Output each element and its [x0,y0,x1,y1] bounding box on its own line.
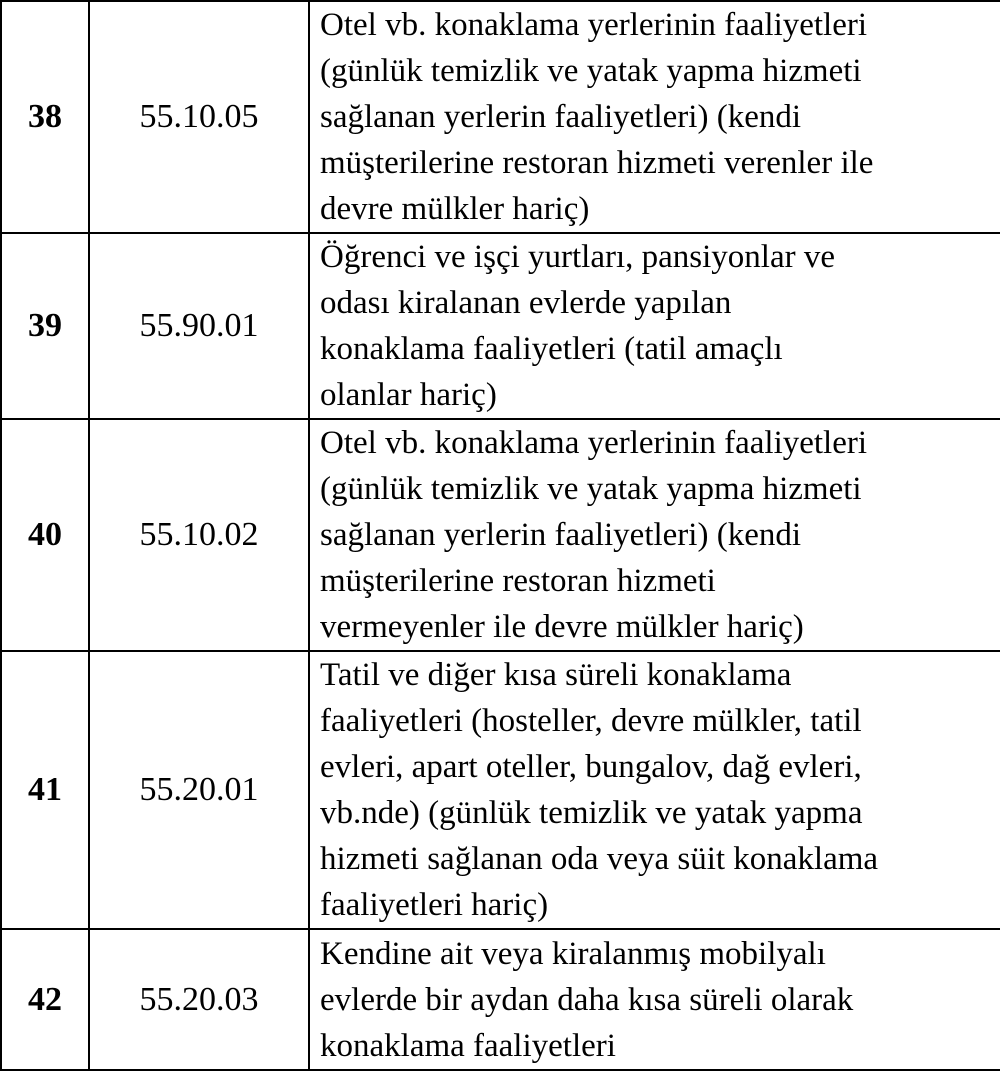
description-line: Öğrenci ve işçi yurtları, pansiyonlar ve [320,239,835,275]
activity-code: 55.10.05 [89,1,309,233]
description-line: sağlanan yerlerin faaliyetleri) (kendi [320,517,802,553]
row-number: 40 [1,419,89,651]
row-number: 42 [1,929,89,1070]
description-line: (günlük temizlik ve yatak yapma hizmeti [320,471,862,507]
activity-code: 55.10.02 [89,419,309,651]
description-line: konaklama faaliyetleri [320,1027,616,1064]
table-row [1,651,1000,929]
description-line: vb.nde) (günlük temizlik ve yatak yapma [320,795,863,831]
row-number: 39 [1,233,89,419]
description-line: faaliyetleri hariç) [320,887,549,923]
activity-description [309,651,1000,929]
description-line: hizmeti sağlanan oda veya süit konaklama [320,841,879,877]
activity-description [309,419,1000,651]
description-line: sağlanan yerlerin faaliyetleri) (kendi [320,99,802,135]
description-line: müşterilerine restoran hizmeti verenler ile [320,145,874,181]
table-row [1,419,1000,651]
description-line: evlerde bir aydan daha kısa süreli olarak [320,981,854,1018]
description-line: (günlük temizlik ve yatak yapma hizmeti [320,53,862,89]
activity-code: 55.20.01 [89,651,309,929]
activity-code: 55.90.01 [89,233,309,419]
row-number: 41 [1,651,89,929]
activity-description [309,1,1000,233]
description-line: Kendine ait veya kiralanmış mobilyalı [320,935,826,972]
description-line: Otel vb. konaklama yerlerinin faaliyetleri [320,425,868,461]
description-line: faaliyetleri (hosteller, devre mülkler, tatil [320,703,862,739]
description-line: vermeyenler ile devre mülkler hariç) [320,609,804,645]
description-line: Tatil ve diğer kısa süreli konaklama [320,657,792,693]
description-line: müşterilerine restoran hizmeti [320,563,716,599]
row-number: 38 [1,1,89,233]
description-line: olanlar hariç) [320,377,497,413]
table-row [1,1,1000,233]
description-line: odası kiralanan evlerde yapılan [320,285,732,321]
description-line: Otel vb. konaklama yerlerinin faaliyetleri [320,7,868,43]
activity-description [309,233,1000,419]
description-line: evleri, apart oteller, bungalov, dağ evleri, [320,749,862,785]
description-line: konaklama faaliyetleri (tatil amaçlı [320,331,783,367]
table-row [1,929,1000,1070]
activity-code: 55.20.03 [89,929,309,1070]
description-line: devre mülkler hariç) [320,191,590,227]
table-row [1,233,1000,419]
activity-description [309,929,1000,1070]
